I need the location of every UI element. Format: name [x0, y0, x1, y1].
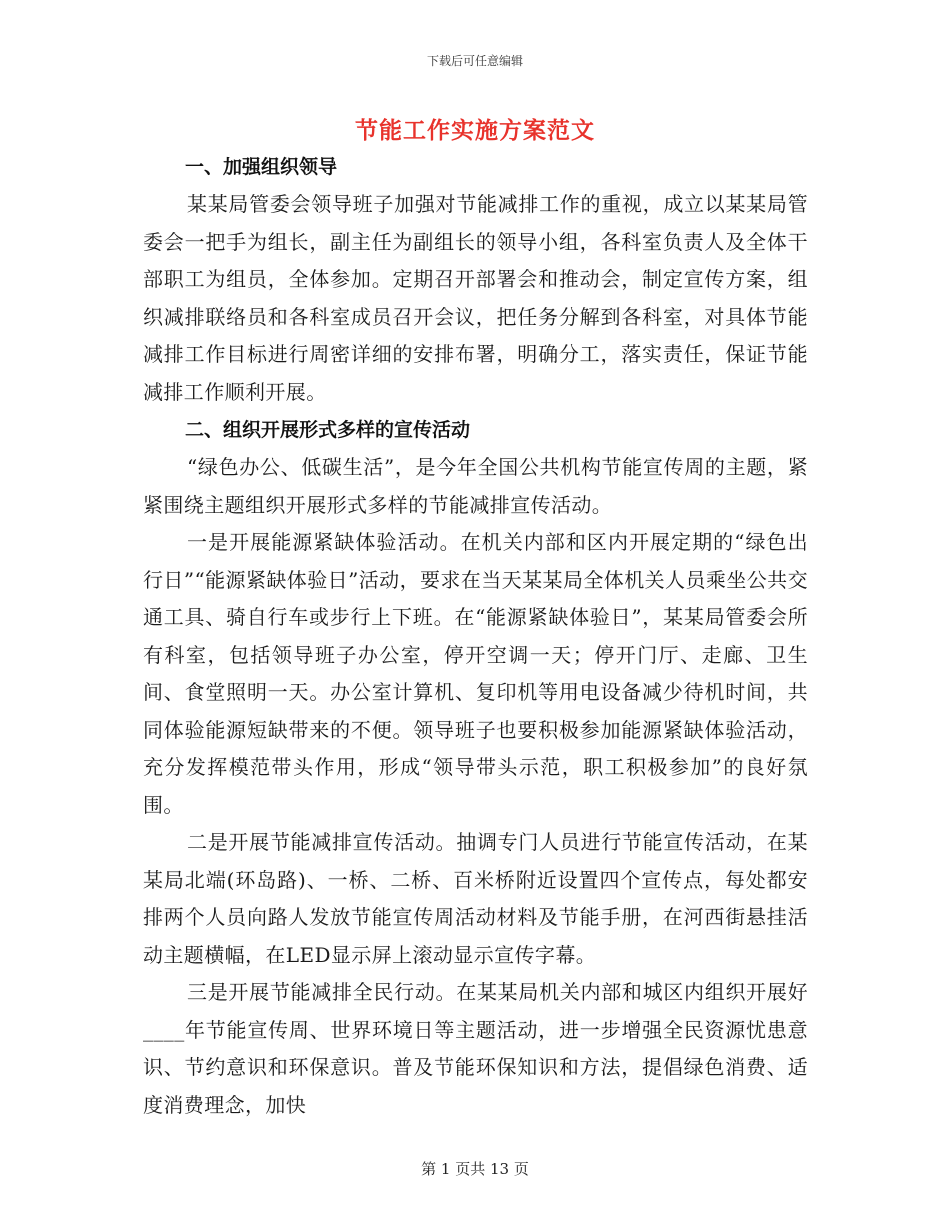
- page-header: 下载后可任意编辑: [426, 54, 523, 68]
- section-2-paragraph-2: 一是开展能源紧缺体验活动。在机关内部和区内开展定期的“绿色出行日”“能源紧缺体验日”活动，要求在当天某某局全体机关人员乘坐公共交通工具、骑自行车或步行上下班。在“能源紧缺体验日”，某某局管委会所有科室，包括领导班子办公室，停开空调一天；停开门厅、走廊、卫生间、食堂照明一天。办公室计算机、复印机等用电设备减少待机时间，共同体验能源短缺带来的不便。领导班子也要积极参加能源紧缺体验活动，充分发挥模范带头作用，形成“领导带头示范，职工积极参加”的良好氛围。: [143, 530, 808, 817]
- section-heading-2: 二、组织开展形式多样的宣传活动: [185, 419, 471, 441]
- section-2-paragraph-4: 三是开展节能减排全民行动。在某某局机关内部和城区内组织开展好____年节能宣传周、世界环境日等主题活动，进一步增强全民资源忧患意识、节约意识和环保意识。普及节能环保知识和方法，提倡绿色消费、适度消费理念，加快: [143, 980, 808, 1117]
- section-2-paragraph-3: 二是开展节能减排宣传活动。抽调专门人员进行节能宣传活动，在某某局北端(环岛路)、一桥、二桥、百米桥附近设置四个宣传点，每处都安排两个人员向路人发放节能宣传周活动材料及节能手册，在河西街悬挂活动主题横幅，在LED显示屏上滚动显示宣传字幕。: [143, 830, 808, 967]
- page-footer: 第 1 页共 13 页: [421, 1160, 529, 1178]
- section-2-paragraph-1: “绿色办公、低碳生活”，是今年全国公共机构节能宣传周的主题，紧紧围绕主题组织开展形式多样的节能减排宣传活动。: [143, 455, 808, 517]
- section-1-paragraph-1: 某某局管委会领导班子加强对节能减排工作的重视，成立以某某局管委会一把手为组长，副主任为副组长的领导小组，各科室负责人及全体干部职工为组员，全体参加。定期召开部署会和推动会，制定宣传方案，组织减排联络员和各科室成员召开会议，把任务分解到各科室，对具体节能减排工作目标进行周密详细的安排布署，明确分工，落实责任，保证节能减排工作顺利开展。: [143, 192, 808, 404]
- document-title: 节能工作实施方案范文: [355, 117, 595, 144]
- section-heading-1: 一、加强组织领导: [185, 156, 338, 178]
- document-body: [143, 148, 808, 1124]
